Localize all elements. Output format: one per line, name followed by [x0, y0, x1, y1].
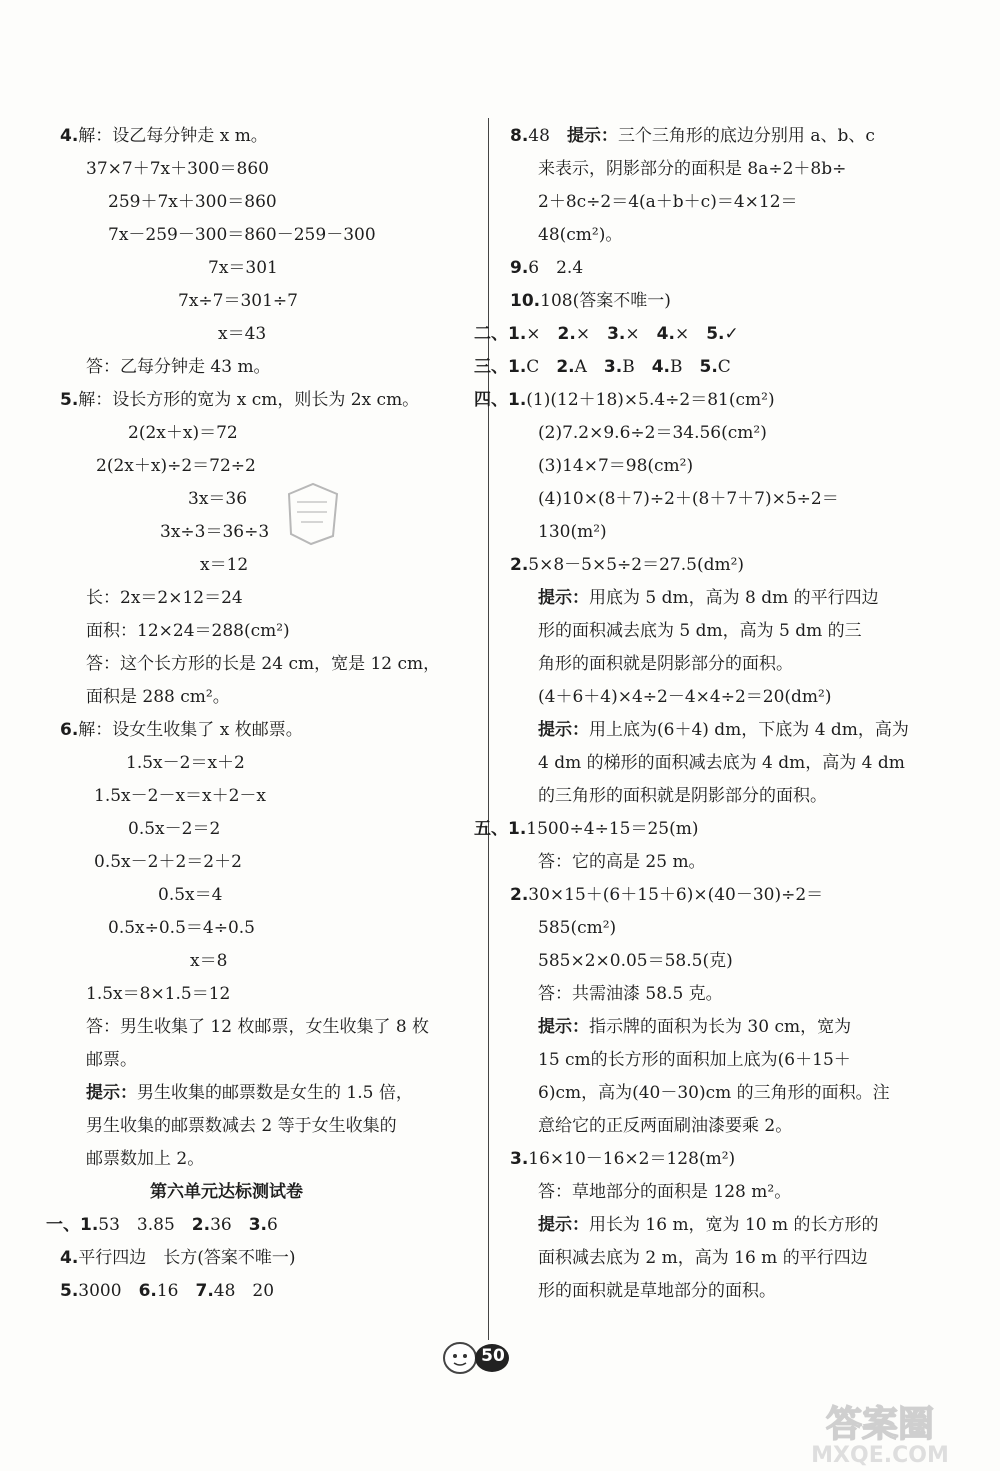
- line-text: 三个三角形的底边分别用 a、b、c: [617, 126, 875, 146]
- item-number: 2.: [557, 324, 576, 344]
- svg-text:MXQE.COM: MXQE.COM: [811, 1443, 949, 1468]
- line-text: ✓: [724, 324, 739, 344]
- line-text: (1)(12＋18)×5.4÷2＝81(cm²): [526, 390, 775, 410]
- line-text: 1500÷4÷15＝25(m): [526, 819, 699, 839]
- text-line: [538, 1114, 792, 1138]
- line-text: 37×7＋7x＋300＝860: [86, 159, 269, 179]
- line-text: 2＋8c÷2＝4(a＋b＋c)＝4×12＝: [538, 192, 798, 212]
- item-number: 2.: [510, 885, 529, 905]
- line-text: C: [717, 357, 731, 377]
- text-line: [60, 718, 303, 742]
- item-number: 4.: [656, 324, 675, 344]
- text-line: [538, 1015, 851, 1039]
- line-text: B: [669, 357, 700, 377]
- line-text: 答：草地部分的面积是 128 m²。: [538, 1182, 792, 1202]
- item-number: 一、1.: [46, 1215, 99, 1235]
- line-text: 108(答案不唯一): [540, 291, 671, 311]
- line-text: 3000: [78, 1281, 139, 1301]
- item-number: 5.: [706, 324, 725, 344]
- line-text: ×: [575, 324, 608, 344]
- item-number: 3.: [607, 324, 626, 344]
- item-number: 3.: [248, 1215, 268, 1235]
- text-line: [538, 1246, 868, 1270]
- line-text: 16: [156, 1281, 196, 1301]
- text-line: [158, 883, 222, 907]
- line-text: 4 dm 的梯形的面积减去底为 4 dm，高为 4 dm: [538, 753, 905, 773]
- text-line: [208, 256, 278, 280]
- line-text: 答：这个长方形的长是 24 cm，宽是 12 cm，: [86, 654, 441, 674]
- text-line: [510, 289, 671, 313]
- line-text: 来表示，阴影部分的面积是 8a÷2＋8b÷: [538, 159, 847, 179]
- line-text: x＝43: [218, 324, 267, 344]
- text-line: [538, 1081, 890, 1105]
- item-number: 10.: [510, 291, 541, 311]
- page-number: 50: [481, 1346, 505, 1366]
- item-number: 7.: [195, 1281, 214, 1301]
- line-text: 形的面积减去底为 5 dm，高为 5 dm 的三: [538, 621, 862, 641]
- hint-label: 提示：: [538, 588, 589, 608]
- text-line: [86, 1147, 204, 1171]
- text-line: [474, 817, 699, 841]
- line-text: 邮票。: [86, 1050, 137, 1070]
- text-line: [538, 850, 706, 874]
- line-text: 5×8－5×5÷2＝27.5(dm²): [528, 555, 745, 575]
- line-text: 长：2x＝2×12＝24: [86, 588, 243, 608]
- text-line: [86, 157, 269, 181]
- page-number-badge: [440, 1336, 510, 1376]
- line-text: 3x＝36: [188, 489, 248, 509]
- text-line: [538, 1279, 776, 1303]
- line-text: 259＋7x＋300＝860: [108, 192, 277, 212]
- line-text: 585×2×0.05＝58.5(克): [538, 951, 733, 971]
- text-line: [128, 817, 220, 841]
- text-line: [538, 718, 909, 742]
- item-number: 四、1.: [474, 390, 527, 410]
- text-line: [538, 1048, 851, 1072]
- text-line: [538, 520, 607, 544]
- line-text: 1.5x－2＝x＋2: [126, 753, 245, 773]
- line-text: 面积减去底为 2 m，高为 16 m 的平行四边: [538, 1248, 868, 1268]
- column-divider: [488, 118, 489, 1340]
- text-line: [60, 1246, 296, 1270]
- item-number: 3.: [603, 357, 623, 377]
- line-text: 面积是 288 cm²。: [86, 687, 230, 707]
- line-text: (4)10×(8＋7)÷2＋(8＋7＋7)×5÷2＝: [538, 489, 839, 509]
- text-line: [60, 124, 268, 148]
- line-text: A: [574, 357, 604, 377]
- text-line: [86, 1015, 429, 1039]
- text-line: [538, 454, 693, 478]
- item-number: 5.: [60, 390, 79, 410]
- stamp-mark: [283, 480, 341, 546]
- text-line: [150, 1180, 303, 1204]
- line-text: 15 cm的长方形的面积加上底为(6＋15＋: [538, 1050, 851, 1070]
- text-line: [60, 388, 419, 412]
- line-text: 3x÷3＝36÷3: [160, 522, 270, 542]
- line-text: 指示牌的面积为长为 30 cm，宽为: [589, 1017, 852, 1037]
- line-text: 0.5x－2＝2: [128, 819, 221, 839]
- line-text: ×: [625, 324, 657, 344]
- text-line: [538, 949, 733, 973]
- item-number: 8.: [510, 126, 529, 146]
- text-line: [126, 751, 245, 775]
- line-text: 36: [210, 1215, 249, 1235]
- item-number: 2.: [191, 1215, 211, 1235]
- watermark-logo: [780, 1398, 980, 1468]
- text-line: [510, 1147, 735, 1171]
- item-number: 3.: [510, 1149, 529, 1169]
- line-text: 2(2x＋x)÷2＝72÷2: [96, 456, 256, 476]
- text-line: [108, 916, 255, 940]
- text-line: [538, 421, 767, 445]
- line-text: 面积：12×24＝288(cm²): [86, 621, 290, 641]
- text-line: [86, 982, 230, 1006]
- item-number: 5.: [699, 357, 718, 377]
- line-text: 意给它的正反两面刷油漆要乘 2。: [538, 1116, 793, 1136]
- line-text: 585(cm²): [538, 918, 617, 938]
- svg-text:答案圈: 答案圈: [825, 1404, 935, 1445]
- line-text: 0.5x－2＋2＝2＋2: [94, 852, 242, 872]
- line-text: 解：设乙每分钟走 x m。: [78, 126, 268, 146]
- text-line: [510, 124, 875, 148]
- text-line: [86, 586, 243, 610]
- line-text: 形的面积就是草地部分的面积。: [538, 1281, 776, 1301]
- line-text: 48: [528, 126, 567, 146]
- text-line: [538, 784, 827, 808]
- line-text: 的三角形的面积就是阴影部分的面积。: [538, 786, 827, 806]
- line-text: 解：设女生收集了 x 枚邮票。: [78, 720, 303, 740]
- line-text: 角形的面积就是阴影部分的面积。: [538, 654, 793, 674]
- text-line: [538, 223, 622, 247]
- text-line: [218, 322, 266, 346]
- text-line: [538, 982, 723, 1006]
- line-text: 答：它的高是 25 m。: [538, 852, 706, 872]
- text-line: [510, 256, 583, 280]
- hint-label: 提示：: [538, 1017, 589, 1037]
- text-line: [474, 388, 775, 412]
- item-number: 4.: [651, 357, 670, 377]
- line-text: 6)cm，高为(40－30)cm 的三角形的面积。注: [538, 1083, 890, 1103]
- item-number: 4.: [60, 1248, 79, 1268]
- hint-label: 提示：: [566, 126, 618, 146]
- item-number: 4.: [60, 126, 79, 146]
- line-text: 平行四边 长方(答案不唯一): [78, 1248, 296, 1268]
- line-text: 48 20: [213, 1281, 275, 1301]
- line-text: x＝8: [190, 951, 228, 971]
- section-title: 第六单元达标测试卷: [150, 1182, 303, 1202]
- item-number: 2.: [510, 555, 529, 575]
- text-line: [108, 190, 277, 214]
- text-line: [94, 850, 242, 874]
- text-line: [128, 421, 238, 445]
- line-text: (2)7.2×9.6÷2＝34.56(cm²): [538, 423, 767, 443]
- text-line: [474, 355, 731, 379]
- text-line: [86, 652, 440, 676]
- line-text: 解：设长方形的宽为 x cm，则长为 2x cm。: [78, 390, 420, 410]
- line-text: 男生收集的邮票数减去 2 等于女生收集的: [86, 1116, 397, 1136]
- text-line: [538, 652, 793, 676]
- item-number: 五、1.: [474, 819, 527, 839]
- line-text: C: [526, 357, 557, 377]
- text-line: [188, 487, 247, 511]
- text-line: [160, 520, 269, 544]
- line-text: ×: [674, 324, 707, 344]
- line-text: 答：乙每分钟走 43 m。: [86, 357, 271, 377]
- text-line: [94, 784, 266, 808]
- text-line: [86, 355, 271, 379]
- text-line: [538, 1180, 791, 1204]
- item-number: 6.: [138, 1281, 157, 1301]
- line-text: 6: [267, 1215, 278, 1235]
- line-text: 30×15＋(6＋15＋6)×(40－30)÷2＝: [528, 885, 824, 905]
- item-number: 2.: [556, 357, 575, 377]
- text-line: [86, 1048, 137, 1072]
- text-line: [538, 157, 846, 181]
- line-text: 16×10－16×2＝128(m²): [528, 1149, 736, 1169]
- text-line: [538, 586, 879, 610]
- text-line: [538, 190, 798, 214]
- item-number: 9.: [510, 258, 529, 278]
- line-text: 7x－259－300＝860－259－300: [108, 225, 376, 245]
- line-text: 0.5x÷0.5＝4÷0.5: [108, 918, 255, 938]
- text-line: [200, 553, 248, 577]
- text-line: [538, 685, 831, 709]
- item-number: 三、1.: [474, 357, 527, 377]
- line-text: x＝12: [200, 555, 249, 575]
- text-line: [108, 223, 376, 247]
- item-number: 二、1.: [474, 324, 527, 344]
- line-text: 2(2x＋x)＝72: [128, 423, 238, 443]
- text-line: [538, 751, 905, 775]
- text-line: [538, 916, 616, 940]
- text-line: [510, 553, 744, 577]
- line-text: 邮票数加上 2。: [86, 1149, 205, 1169]
- text-line: [96, 454, 256, 478]
- text-line: [510, 883, 823, 907]
- line-text: 用底为 5 dm，高为 8 dm 的平行四边: [589, 588, 879, 608]
- line-text: 48(cm²)。: [538, 225, 623, 245]
- item-number: 5.: [60, 1281, 79, 1301]
- line-text: 男生收集的邮票数是女生的 1.5 倍，: [137, 1083, 413, 1103]
- line-text: 1.5x－2－x＝x＋2－x: [94, 786, 267, 806]
- line-text: 53 3.85: [98, 1215, 192, 1235]
- line-text: 0.5x＝4: [158, 885, 223, 905]
- text-line: [190, 949, 227, 973]
- line-text: 答：共需油漆 58.5 克。: [538, 984, 723, 1004]
- line-text: 6 2.4: [528, 258, 584, 278]
- hint-label: 提示：: [86, 1083, 137, 1103]
- text-line: [538, 487, 839, 511]
- hint-label: 提示：: [538, 720, 589, 740]
- text-line: [60, 1279, 274, 1303]
- line-text: (4＋6＋4)×4÷2－4×4÷2＝20(dm²): [538, 687, 832, 707]
- text-line: [86, 1114, 397, 1138]
- line-text: 1.5x＝8×1.5＝12: [86, 984, 231, 1004]
- text-line: [86, 1081, 413, 1105]
- text-line: [86, 685, 230, 709]
- line-text: 7x＝301: [208, 258, 278, 278]
- line-text: 用长为 16 m，宽为 10 m 的长方形的: [589, 1215, 879, 1235]
- text-line: [538, 1213, 879, 1237]
- line-text: (3)14×7＝98(cm²): [538, 456, 694, 476]
- line-text: B: [622, 357, 652, 377]
- text-line: [86, 619, 290, 643]
- text-line: [46, 1213, 278, 1237]
- text-line: [474, 322, 739, 346]
- line-text: ×: [526, 324, 558, 344]
- hint-label: 提示：: [538, 1215, 589, 1235]
- line-text: 用上底为(6＋4) dm，下底为 4 dm，高为: [589, 720, 909, 740]
- line-text: 答：男生收集了 12 枚邮票，女生收集了 8 枚: [86, 1017, 430, 1037]
- item-number: 6.: [60, 720, 79, 740]
- line-text: 7x÷7＝301÷7: [178, 291, 298, 311]
- line-text: 130(m²): [538, 522, 607, 542]
- text-line: [538, 619, 862, 643]
- text-line: [178, 289, 298, 313]
